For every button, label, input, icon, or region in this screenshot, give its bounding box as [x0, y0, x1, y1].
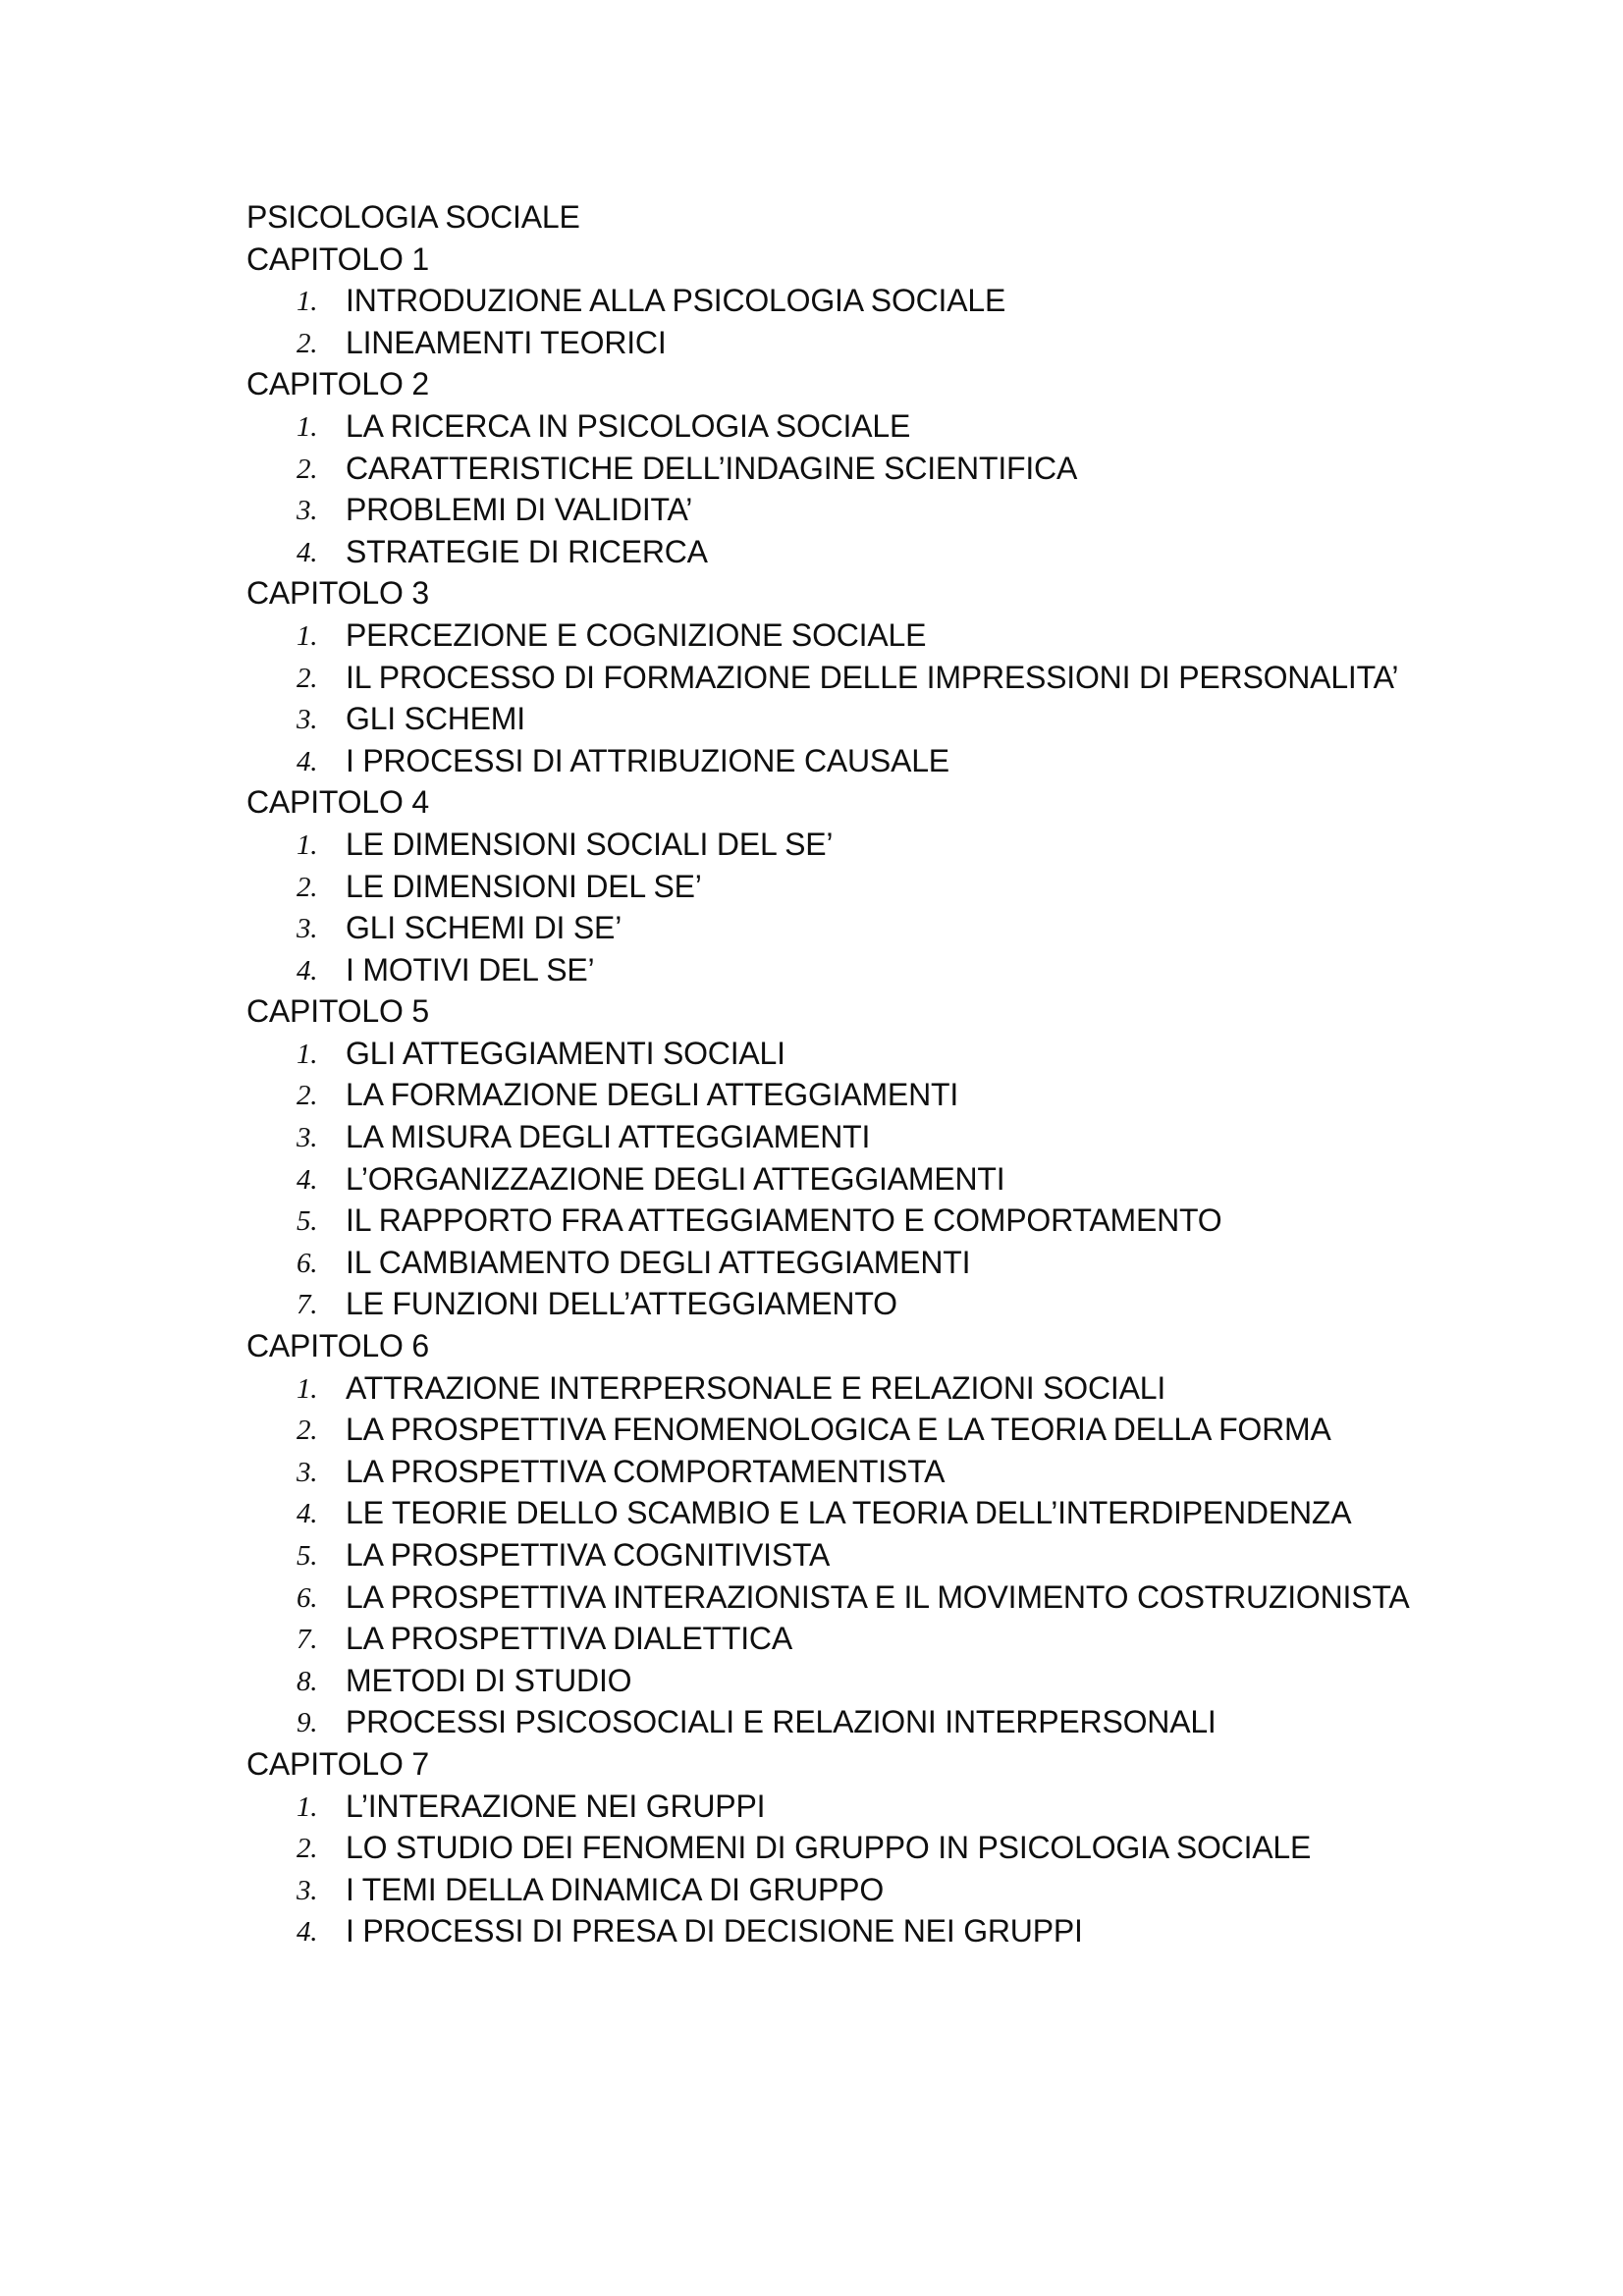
section-title: LE DIMENSIONI DEL SE’: [346, 868, 702, 904]
section-list: [246, 405, 1523, 572]
section-title: I PROCESSI DI PRESA DI DECISIONE NEI GRUPPI: [346, 1913, 1083, 1949]
section-number: 1.: [297, 1038, 318, 1070]
section-title: L’INTERAZIONE NEI GRUPPI: [346, 1788, 766, 1824]
section-number: 7.: [297, 1624, 318, 1656]
section-title: LINEAMENTI TEORICI: [346, 324, 667, 360]
section-item: [246, 1701, 1425, 1743]
section-item: [246, 531, 1425, 573]
section-title: LA PROSPETTIVA DIALETTICA: [346, 1621, 792, 1657]
section-item: [246, 1492, 1425, 1534]
section-number: 1.: [297, 1372, 318, 1405]
section-number: 3.: [297, 1456, 318, 1488]
chapter-5: [246, 990, 1523, 1325]
section-title: L’ORGANIZZAZIONE DEGLI ATTEGGIAMENTI: [346, 1160, 1005, 1197]
section-number: 2.: [297, 1415, 318, 1447]
section-number: 1.: [297, 410, 318, 443]
section-title: LA FORMAZIONE DEGLI ATTEGGIAMENTI: [346, 1077, 959, 1113]
section-number: 1.: [297, 286, 318, 318]
section-list: [246, 824, 1523, 990]
section-title: LO STUDIO DEI FENOMENI DI GRUPPO IN PSICOLOGIA SOCIALE: [346, 1830, 1312, 1866]
section-number: 4.: [297, 954, 318, 987]
section-item: [246, 1618, 1425, 1660]
section-number: 6.: [297, 1247, 318, 1279]
section-item: [246, 1409, 1425, 1451]
chapter-4: [246, 781, 1523, 990]
section-number: 1.: [297, 1790, 318, 1823]
section-title: LA PROSPETTIVA COMPORTAMENTISTA: [346, 1453, 946, 1489]
section-title: PERCEZIONE E COGNIZIONE SOCIALE: [346, 616, 927, 653]
chapter-heading: CAPITOLO 4: [246, 784, 429, 821]
section-number: 3.: [297, 495, 318, 527]
section-title: LE TEORIE DELLO SCAMBIO E LA TEORIA DELL’INTERDIPENDENZA: [346, 1495, 1352, 1531]
section-number: 1.: [297, 828, 318, 861]
section-item: [246, 1200, 1425, 1242]
section-number: 3.: [297, 1874, 318, 1906]
chapter-heading: CAPITOLO 5: [246, 993, 429, 1030]
chapter-heading: CAPITOLO 2: [246, 366, 429, 402]
section-list: [246, 280, 1523, 363]
section-title: IL RAPPORTO FRA ATTEGGIAMENTO E COMPORTAMENTO: [346, 1202, 1222, 1239]
section-number: 2.: [297, 327, 318, 359]
section-item: [246, 1534, 1425, 1576]
section-title: I MOTIVI DEL SE’: [346, 951, 595, 988]
section-number: 4.: [297, 536, 318, 568]
section-number: 2.: [297, 871, 318, 903]
chapter-1: [246, 239, 1523, 364]
section-title: STRATEGIE DI RICERCA: [346, 533, 708, 569]
section-title: LE DIMENSIONI SOCIALI DEL SE’: [346, 826, 834, 862]
section-item: [246, 1451, 1425, 1493]
chapter-7: [246, 1743, 1523, 1952]
section-item: [246, 907, 1425, 949]
document-title: PSICOLOGIA SOCIALE: [246, 199, 580, 235]
section-title: GLI SCHEMI: [346, 701, 525, 737]
section-item: [246, 1827, 1425, 1869]
chapter-heading: CAPITOLO 3: [246, 575, 429, 612]
section-item: [246, 1869, 1425, 1911]
section-title: GLI SCHEMI DI SE’: [346, 910, 622, 946]
section-item: [246, 1786, 1425, 1828]
section-list: [246, 614, 1523, 781]
section-title: LA PROSPETTIVA FENOMENOLOGICA E LA TEORIA DELLA FORMA: [346, 1412, 1331, 1448]
section-item: [246, 1074, 1425, 1116]
section-number: 3.: [297, 913, 318, 945]
section-number: 1.: [297, 619, 318, 652]
section-item: [246, 405, 1425, 448]
section-number: 8.: [297, 1665, 318, 1697]
section-item: [246, 657, 1425, 699]
section-item: [246, 280, 1425, 322]
section-item: [246, 698, 1425, 740]
section-number: 2.: [297, 453, 318, 485]
section-item: [246, 1158, 1425, 1201]
section-number: 9.: [297, 1707, 318, 1739]
section-title: METODI DI STUDIO: [346, 1662, 632, 1698]
section-title: LA MISURA DEGLI ATTEGGIAMENTI: [346, 1119, 871, 1155]
section-number: 4.: [297, 1916, 318, 1949]
section-number: 2.: [297, 1833, 318, 1865]
section-number: 5.: [297, 1540, 318, 1572]
chapter-list: [246, 239, 1523, 1952]
section-number: 4.: [297, 745, 318, 777]
section-number: 4.: [297, 1498, 318, 1530]
section-number: 3.: [297, 1122, 318, 1154]
section-item: [246, 1660, 1425, 1702]
section-number: 2.: [297, 1080, 318, 1112]
section-title: LE FUNZIONI DELL’ATTEGGIAMENTO: [346, 1286, 897, 1322]
section-title: IL CAMBIAMENTO DEGLI ATTEGGIAMENTI: [346, 1244, 971, 1280]
section-number: 3.: [297, 704, 318, 736]
section-title: LA RICERCA IN PSICOLOGIA SOCIALE: [346, 407, 911, 444]
section-item: [246, 740, 1425, 782]
section-number: 6.: [297, 1581, 318, 1614]
section-title: LA PROSPETTIVA INTERAZIONISTA E IL MOVIMENTO COSTRUZIONISTA: [346, 1578, 1410, 1615]
chapter-2: [246, 363, 1523, 572]
section-item: [246, 614, 1425, 657]
section-item: [246, 1910, 1425, 1952]
section-title: PROBLEMI DI VALIDITA’: [346, 492, 693, 528]
section-item: [246, 1033, 1425, 1075]
chapter-heading: CAPITOLO 6: [246, 1328, 429, 1364]
section-number: 7.: [297, 1289, 318, 1321]
section-item: [246, 322, 1425, 364]
chapter-3: [246, 572, 1523, 781]
section-title: INTRODUZIONE ALLA PSICOLOGIA SOCIALE: [346, 283, 1006, 319]
section-title: I PROCESSI DI ATTRIBUZIONE CAUSALE: [346, 742, 949, 778]
section-list: [246, 1367, 1523, 1743]
section-list: [246, 1033, 1523, 1325]
section-title: LA PROSPETTIVA COGNITIVISTA: [346, 1537, 831, 1573]
chapter-6: [246, 1325, 1523, 1743]
section-number: 4.: [297, 1163, 318, 1196]
section-item: [246, 1116, 1425, 1158]
section-title: PROCESSI PSICOSOCIALI E RELAZIONI INTERPERSONALI: [346, 1704, 1217, 1740]
section-number: 5.: [297, 1205, 318, 1238]
section-item: [246, 1576, 1425, 1619]
section-item: [246, 1367, 1425, 1410]
section-list: [246, 1786, 1523, 1952]
chapter-heading: CAPITOLO 7: [246, 1745, 429, 1782]
section-title: ATTRAZIONE INTERPERSONALE E RELAZIONI SOCIALI: [346, 1369, 1166, 1406]
section-title: I TEMI DELLA DINAMICA DI GRUPPO: [346, 1871, 885, 1907]
section-item: [246, 824, 1425, 866]
section-item: [246, 448, 1425, 490]
table-of-contents: [246, 196, 1523, 1952]
section-item: [246, 489, 1425, 531]
section-title: GLI ATTEGGIAMENTI SOCIALI: [346, 1035, 785, 1071]
section-title: IL PROCESSO DI FORMAZIONE DELLE IMPRESSIONI DI PERSONALITA’: [346, 659, 1399, 695]
section-number: 2.: [297, 662, 318, 694]
section-item: [246, 1283, 1425, 1325]
chapter-heading: CAPITOLO 1: [246, 240, 429, 277]
section-title: CARATTERISTICHE DELL’INDAGINE SCIENTIFICA: [346, 450, 1078, 486]
section-item: [246, 1242, 1425, 1284]
section-item: [246, 949, 1425, 991]
section-item: [246, 866, 1425, 908]
